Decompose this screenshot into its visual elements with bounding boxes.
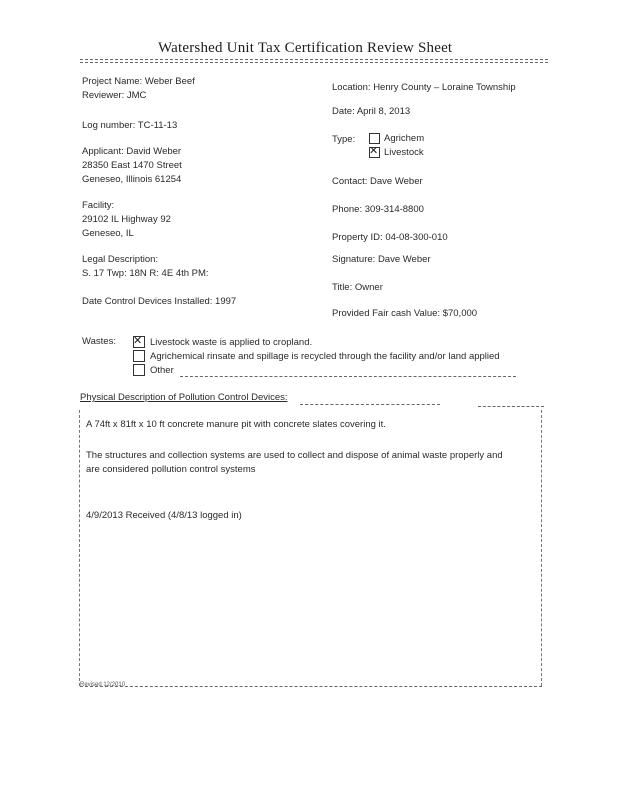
title-underline [80,59,548,60]
check-mark-icon: ✕ [369,145,379,157]
applicant-street: 28350 East 1470 Street [82,160,182,171]
applicant-name: Applicant: David Weber [82,146,182,157]
page-title: Watershed Unit Tax Certification Review Sheet [158,40,453,56]
received-note: 4/9/2013 Received (4/8/13 logged in) [86,510,242,521]
date-installed: Date Control Devices Installed: 1997 [82,296,237,307]
log-number: Log number: TC-11-13 [82,120,178,131]
wastes-agrichemical-label: Agrichemical rinsate and spillage is recycled through the facility and/or land applied [150,351,500,362]
fair-cash-value: Provided Fair cash Value: $70,000 [332,308,478,319]
heading-rule-right [478,406,544,407]
signature: Signature: Dave Weber [332,254,431,265]
facility-label: Facility: [82,200,115,211]
type-agrichem-label: Agrichem [384,133,425,144]
legal-description-label: Legal Description: [82,254,159,265]
applicant-city: Geneseo, Illinois 61254 [82,174,182,185]
check-mark-icon: ✕ [133,335,143,347]
contact: Contact: Dave Weber [332,176,423,187]
location: Location: Henry County – Loraine Township [332,82,516,93]
type-livestock-label: Livestock [384,147,424,158]
other-fill-line [180,376,516,377]
title-underline-2 [80,62,548,63]
description-bottom-rule [80,686,542,687]
facility-city: Geneseo, IL [82,228,134,239]
facility-street: 29102 IL Highway 92 [82,214,171,225]
description-border-right [541,410,542,686]
wastes-livestock-label: Livestock waste is applied to cropland. [150,337,313,348]
revision-footer: Revised 12/2010 [80,682,126,688]
phone: Phone: 309-314-8800 [332,204,424,215]
wastes-label: Wastes: [82,336,116,347]
wastes-agrichemical-checkbox[interactable] [133,350,145,362]
heading-rule [300,404,440,405]
title-field: Title: Owner [332,282,383,293]
wastes-other-label: Other [150,365,174,376]
property-id: Property ID: 04-08-300-010 [332,232,448,243]
physical-heading: Physical Description of Pollution Control Devices: [80,392,288,403]
wastes-other-checkbox[interactable] [133,364,145,376]
type-label: Type: [332,134,356,145]
type-agrichem-checkbox[interactable] [369,133,380,144]
reviewer: Reviewer: JMC [82,90,147,101]
project-name: Project Name: Weber Beef [82,76,195,87]
legal-description-value: S. 17 Twp: 18N R: 4E 4th PM: [82,268,209,279]
physical-line-1: A 74ft x 81ft x 10 ft concrete manure pit with concrete slates covering it. [86,419,386,430]
review-date: Date: April 8, 2013 [332,106,411,117]
description-border-left [79,410,80,686]
physical-line-3: are considered pollution control systems [86,464,256,475]
physical-line-2: The structures and collection systems are used to collect and dispose of animal waste properly and [86,450,503,461]
